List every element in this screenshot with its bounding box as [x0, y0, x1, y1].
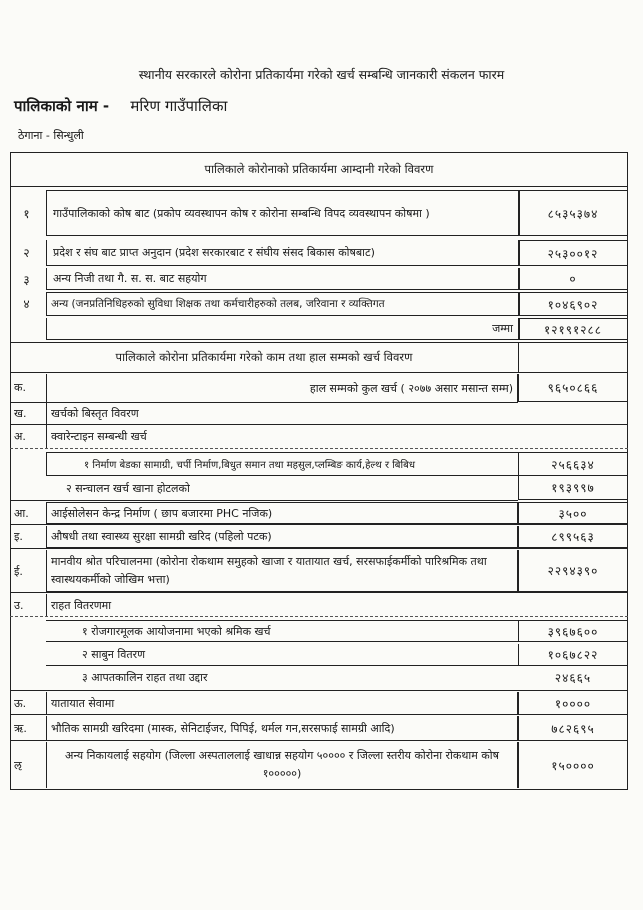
income-desc: अन्य निजी तथा गै. स. स. बाट सहयोग	[46, 268, 520, 290]
income-total-label: जम्मा	[46, 318, 520, 340]
income-desc: गाउँपालिकाको कोष बाट (प्रकोप व्यवस्थापन कोष र कोरोना सम्बन्धि विपद व्यवस्थापन कोषमा )	[46, 190, 520, 236]
income-total-amount: १२१९१२८८	[518, 318, 628, 340]
expense-desc: राहत वितरणमा	[46, 594, 518, 616]
income-sn: ४	[23, 296, 31, 311]
expense-sn: ऌ	[14, 758, 22, 772]
expense-desc: २ सन्चालन खर्च खाना होटलको	[66, 481, 190, 495]
expense-desc: खर्चको बिस्तृत विवरण	[46, 402, 518, 424]
expense-desc: यातायात सेवामा	[46, 692, 518, 714]
expense-desc: १ निर्माण बेडका सामाग्री, चर्पी निर्माण,बिधुत समान तथा महसुल,प्लम्बिङ कार्य,हेल्थ र बिबिध	[46, 452, 518, 476]
expense-desc: औषधी तथा स्वास्थ्य सुरक्षा सामग्री खरिद (पहिलो पटक)	[46, 526, 518, 548]
expense-desc: क्वारेन्टाइन सम्बन्धी खर्च	[46, 424, 518, 448]
income-desc: प्रदेश र संघ बाट प्राप्त अनुदान (प्रदेश सरकारबाट र संघीय संसद बिकास कोषबाट)	[46, 240, 520, 266]
expense-amount: १५००००	[518, 742, 628, 788]
expense-amount: २४६६५	[554, 670, 592, 685]
expense-sn: अ.	[14, 429, 26, 443]
income-heading: पालिकाले कोरोनाको प्रतिकार्यमा आम्दानी गरेको विवरण	[204, 161, 434, 176]
expense-amount: ७८२६९५	[518, 716, 628, 740]
income-amount: १०४६९०२	[518, 292, 628, 316]
palika-name: मरिण गाउँपालिका	[130, 97, 228, 115]
income-amount: ०	[518, 268, 628, 290]
expense-desc: हाल सम्मको कुल खर्च ( २०७७ असार मसान्त सम्म)	[46, 374, 518, 402]
expense-amount: १०६७८२२	[518, 644, 628, 666]
palika-label: पालिकाको नाम -	[14, 97, 110, 115]
expense-amount: १००००	[518, 692, 628, 714]
expense-desc: भौतिक सामग्री खरिदमा (मास्क, सेनिटाईजर, पिपिई, थर्मल गन,सरसफाई सामग्री आदि)	[46, 716, 518, 740]
expense-sn: ई.	[14, 564, 23, 578]
expense-amount: ३९६७६००	[518, 620, 628, 642]
income-sn: २	[23, 245, 31, 260]
expense-sn: ऊ.	[14, 696, 27, 710]
address: ठेगाना - सिन्धुली	[18, 129, 84, 142]
expense-sn: क.	[14, 380, 26, 394]
expense-heading: पालिकाले कोरोना प्रतिकार्यमा गरेको काम तथा हाल सम्मको खर्च विवरण	[115, 349, 413, 364]
expense-sn: ऋ.	[14, 721, 27, 735]
expense-sn: आ.	[14, 506, 29, 520]
expense-amount: १९३९९७	[518, 476, 628, 500]
income-amount: ८५३५३७४	[518, 190, 628, 236]
expense-desc: अन्य निकायलाई सहयोग (जिल्ला अस्पताललाई खाधान्न सहयोग ५०००० र जिल्ला स्तरीय कोरोना रोकथाम कोष १०००००)	[46, 742, 518, 788]
expense-desc: आईसोलेसन केन्द्र निर्माण ( छाप बजारमा PHC नजिक)	[46, 502, 518, 524]
expense-amount: २२९४३९०	[518, 550, 628, 592]
income-sn: १	[23, 206, 31, 221]
expense-desc: ३ आपतकालिन राहत तथा उद्दार	[82, 670, 208, 684]
expense-sn: इ.	[14, 529, 23, 543]
expense-desc: १ रोजगारमूलक आयोजनामा भएको श्रमिक खर्च	[46, 620, 518, 642]
form-title: स्थानीय सरकारले कोरोना प्रतिकार्यमा गरेको खर्च सम्बन्धि जानकारी संकलन फारम	[138, 67, 505, 82]
expense-amount: ९६५०८६६	[518, 374, 628, 402]
expense-amount: ८९९५६३	[518, 526, 628, 548]
income-desc: अन्य (जनप्रतिनिधिहरुको सुविधा शिक्षक तथा कर्मचारीहरुको तलब, जरिवाना र व्यक्तिगत	[46, 292, 520, 316]
income-amount: २५३००१२	[518, 240, 628, 266]
expense-desc: मानवीय श्रोत परिचालनमा (कोरोना रोकथाम समुहको खाजा र यातायात खर्च, सरसफाईकर्मीको पारिश्रमिक तथा स्वास्थयकर्मीको जोखिम भत्ता)	[46, 550, 518, 592]
income-sn: ३	[23, 272, 31, 287]
expense-desc: २ साबुन वितरण	[46, 644, 518, 666]
expense-sn: ख.	[14, 406, 27, 420]
expense-sn: उ.	[14, 598, 24, 612]
expense-amount: २५६६३४	[518, 452, 628, 476]
expense-amount: ३५००	[518, 502, 628, 524]
palika-name-row	[14, 96, 227, 116]
